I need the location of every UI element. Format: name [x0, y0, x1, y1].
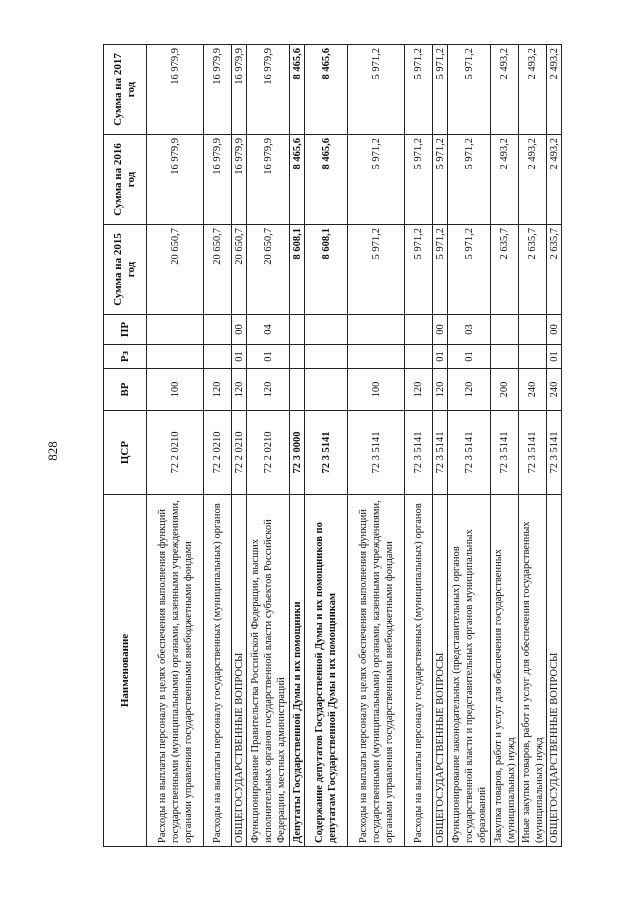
row-pr: 04 [247, 315, 290, 345]
row-csr: 72 3 5141 [405, 411, 433, 495]
row-pr [491, 315, 519, 345]
header-pr: ПР [104, 315, 147, 345]
row-name: Депутаты Государственной Думы и их помощники [290, 495, 305, 847]
row-sum-2015: 20 650,7 [147, 225, 204, 315]
row-sum-2017: 5 971,2 [348, 45, 405, 135]
row-sum-2016: 8 465,6 [290, 135, 305, 225]
row-pr [405, 315, 433, 345]
row-vr [305, 369, 348, 411]
row-rz [290, 345, 305, 369]
row-sum-2016: 5 971,2 [405, 135, 433, 225]
row-pr [204, 315, 232, 345]
row-name: Расходы на выплаты персоналу в целях обеспечения выполнения функций государственными (муниципальными) органами, казенными учреждениями, органами управления государственными внебюджетными фондами [348, 495, 405, 847]
row-pr [290, 315, 305, 345]
row-sum-2015: 5 971,2 [405, 225, 433, 315]
row-csr: 72 3 5141 [348, 411, 405, 495]
row-sum-2015: 5 971,2 [348, 225, 405, 315]
row-sum-2017: 5 971,2 [433, 45, 448, 135]
row-pr [147, 315, 204, 345]
table-row [448, 45, 491, 847]
row-csr: 72 3 5141 [547, 411, 562, 495]
row-csr: 72 3 5141 [448, 411, 491, 495]
header-sum-2016: Сумма на 2016 год [104, 135, 147, 225]
row-sum-2015: 5 971,2 [448, 225, 491, 315]
row-csr: 72 3 5141 [491, 411, 519, 495]
row-sum-2017: 8 465,6 [305, 45, 348, 135]
row-name: ОБЩЕГОСУДАРСТВЕННЫЕ ВОПРОСЫ [547, 495, 562, 847]
table-row [247, 45, 290, 847]
row-vr: 100 [348, 369, 405, 411]
row-vr: 120 [204, 369, 232, 411]
row-pr: 00 [547, 315, 562, 345]
row-name: Закупка товаров, работ и услуг для обеспечения государственных (муниципальных) нужд [491, 495, 519, 847]
row-vr: 120 [448, 369, 491, 411]
row-sum-2017: 16 979,9 [147, 45, 204, 135]
header-csr: ЦСР [104, 411, 147, 495]
row-rz [147, 345, 204, 369]
row-name: Расходы на выплаты персоналу государственных (муниципальных) органов [405, 495, 433, 847]
row-pr [519, 315, 547, 345]
row-sum-2017: 16 979,9 [247, 45, 290, 135]
row-pr: 03 [448, 315, 491, 345]
row-sum-2017: 2 493,2 [519, 45, 547, 135]
row-rz [519, 345, 547, 369]
table-row [348, 45, 405, 847]
row-sum-2015: 20 650,7 [232, 225, 247, 315]
row-vr: 120 [433, 369, 448, 411]
row-name: ОБЩЕГОСУДАРСТВЕННЫЕ ВОПРОСЫ [433, 495, 448, 847]
table-row [405, 45, 433, 847]
row-sum-2016: 16 979,9 [232, 135, 247, 225]
row-sum-2016: 2 493,2 [491, 135, 519, 225]
row-name: Расходы на выплаты персоналу в целях обеспечения выполнения функций государственными (муниципальными) органами, казенными учреждениями, органами управления государственными внебюджетными фондами [147, 495, 204, 847]
table-header-row [104, 45, 147, 847]
row-vr: 120 [232, 369, 247, 411]
row-sum-2017: 16 979,9 [204, 45, 232, 135]
row-sum-2015: 20 650,7 [204, 225, 232, 315]
row-rz [204, 345, 232, 369]
row-sum-2015: 20 650,7 [247, 225, 290, 315]
row-pr [348, 315, 405, 345]
row-vr: 100 [147, 369, 204, 411]
header-vr: ВР [104, 369, 147, 411]
row-sum-2015: 2 635,7 [519, 225, 547, 315]
row-csr: 72 3 5141 [305, 411, 348, 495]
row-csr: 72 3 0000 [290, 411, 305, 495]
row-csr: 72 2 0210 [204, 411, 232, 495]
row-name: Расходы на выплаты персоналу государственных (муниципальных) органов [204, 495, 232, 847]
table-row [519, 45, 547, 847]
row-sum-2016: 5 971,2 [448, 135, 491, 225]
row-pr: 00 [433, 315, 448, 345]
row-sum-2017: 5 971,2 [405, 45, 433, 135]
header-name: Наименование [104, 495, 147, 847]
row-sum-2017: 16 979,9 [232, 45, 247, 135]
row-name: Иные закупки товаров, работ и услуг для обеспечения государственных (муниципальных) нужд [519, 495, 547, 847]
row-csr: 72 2 0210 [247, 411, 290, 495]
budget-table-container [103, 45, 560, 847]
row-csr: 72 2 0210 [147, 411, 204, 495]
row-sum-2017: 2 493,2 [491, 45, 519, 135]
row-sum-2015: 8 608,1 [290, 225, 305, 315]
rotated-page-content [103, 45, 560, 847]
row-rz [305, 345, 348, 369]
row-name: Содержание депутатов Государственной Думы и их помощников по депутатам Государственной Думы и их помощникам [305, 495, 348, 847]
row-rz: 01 [547, 345, 562, 369]
header-sum-2017: Сумма на 2017 год [104, 45, 147, 135]
row-sum-2016: 5 971,2 [348, 135, 405, 225]
budget-table [103, 44, 562, 847]
row-vr: 120 [405, 369, 433, 411]
row-rz: 01 [433, 345, 448, 369]
header-sum-2015: Сумма на 2015 год [104, 225, 147, 315]
table-row [232, 45, 247, 847]
row-sum-2016: 2 493,2 [519, 135, 547, 225]
row-vr: 240 [547, 369, 562, 411]
row-rz: 01 [448, 345, 491, 369]
row-sum-2017: 8 465,6 [290, 45, 305, 135]
row-sum-2016: 16 979,9 [247, 135, 290, 225]
row-sum-2016: 16 979,9 [147, 135, 204, 225]
row-rz [405, 345, 433, 369]
row-sum-2016: 16 979,9 [204, 135, 232, 225]
row-sum-2017: 5 971,2 [448, 45, 491, 135]
row-pr: 00 [232, 315, 247, 345]
row-name: Функционирование Правительства Российской Федерации, высших исполнительных органов государственной власти субъектов Российской Федерации, местных администраций [247, 495, 290, 847]
row-csr: 72 3 5141 [433, 411, 448, 495]
row-sum-2017: 2 493,2 [547, 45, 562, 135]
row-sum-2016: 5 971,2 [433, 135, 448, 225]
row-rz: 01 [232, 345, 247, 369]
row-rz [348, 345, 405, 369]
row-sum-2015: 2 635,7 [547, 225, 562, 315]
table-row [433, 45, 448, 847]
row-rz: 01 [247, 345, 290, 369]
row-vr: 200 [491, 369, 519, 411]
row-vr [290, 369, 305, 411]
row-sum-2016: 8 465,6 [305, 135, 348, 225]
row-rz [491, 345, 519, 369]
row-name: ОБЩЕГОСУДАРСТВЕННЫЕ ВОПРОСЫ [232, 495, 247, 847]
table-row [491, 45, 519, 847]
header-rz: Рз [104, 345, 147, 369]
table-row [290, 45, 305, 847]
table-row [147, 45, 204, 847]
table-row [305, 45, 348, 847]
table-row [547, 45, 562, 847]
row-name: Функционирование законодательных (представительных) органов государственной власти и представительных органов муниципальных образований [448, 495, 491, 847]
row-sum-2016: 2 493,2 [547, 135, 562, 225]
row-vr: 240 [519, 369, 547, 411]
row-pr [305, 315, 348, 345]
page-number: 828 [45, 441, 60, 461]
row-sum-2015: 5 971,2 [433, 225, 448, 315]
row-sum-2015: 2 635,7 [491, 225, 519, 315]
row-csr: 72 3 5141 [519, 411, 547, 495]
row-csr: 72 2 0210 [232, 411, 247, 495]
table-row [204, 45, 232, 847]
row-sum-2015: 8 608,1 [305, 225, 348, 315]
row-vr: 120 [247, 369, 290, 411]
